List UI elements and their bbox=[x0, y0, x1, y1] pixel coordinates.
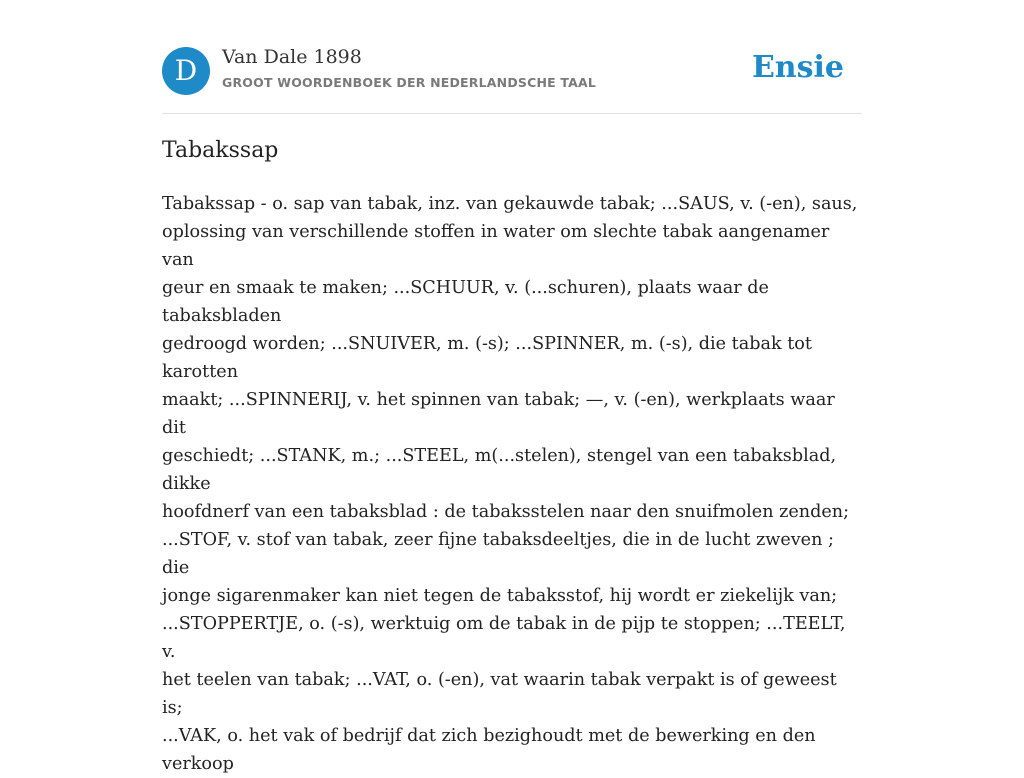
entry-body: Tabakssap - o. sap van tabak, inz. van gekauwde tabak; ...SAUS, v. (-en), saus, oplossing van verschillende stoffen in water om slechte tabak aangenamer van geur en smaak te maken; ...SCHUUR, v. (...schuren), plaats waar de tabaksbladen gedroogd worden; ...SNUIVER, m. (-s); ...SPINNER, m. (-s), die tabak tot karotten maakt; ...SPINNERIJ, v. het spinnen van tabak; —, v. (-en), werkplaats waar dit geschiedt; ...STANK, m.; ...STEEL, m(...stelen), stengel van een tabaksblad, dikke hoofdnerf van een tabaksblad : de tabaksstelen naar den snuifmolen zenden; ...STOF, v. stof van tabak, zeer fijne tabaksdeeltjes, die in de lucht zweven ; die jonge sigarenmaker kan niet tegen de tabaksstof, hij wordt er ziekelijk van; ...STOPPERTJE, o. (-s), werktuig om de tabak in de pijp te stoppen; ...TEELT, v. het teelen van tabak; ...VAT, o. (-en), vat waarin tabak verpakt is of geweest is; ...VAK, o. het vak of bedrijf dat zich bezighoudt met de bewerking en den verkoop bbox=[162, 194, 858, 774]
dictionary-title[interactable]: Van Dale 1898 bbox=[222, 46, 362, 68]
ensie-logo-link[interactable]: Ensie bbox=[751, 50, 844, 85]
header-divider bbox=[162, 113, 862, 114]
entry-title: Tabakssap bbox=[162, 138, 279, 163]
dictionary-header bbox=[162, 46, 862, 96]
dictionary-subtitle: GROOT WOORDENBOEK DER NEDERLANDSCHE TAAL bbox=[222, 75, 597, 90]
dictionary-avatar[interactable]: D bbox=[162, 47, 210, 95]
